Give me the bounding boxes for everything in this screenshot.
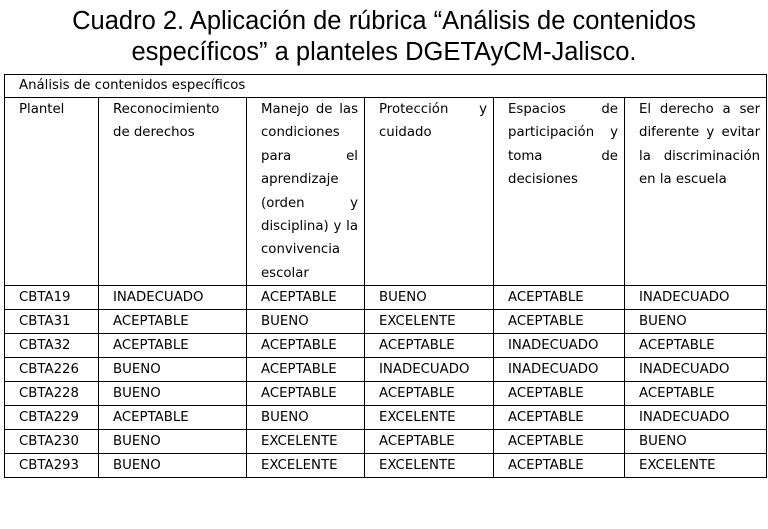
rating-cell: ACEPTABLE (99, 310, 247, 334)
rating-cell: ACEPTABLE (494, 286, 625, 310)
caption-line-2: específicos” a planteles DGETAyCM-Jalisco. (131, 38, 637, 66)
rating-cell: ACEPTABLE (365, 382, 494, 406)
rating-cell: BUENO (247, 310, 365, 334)
table-row (5, 334, 767, 358)
rating-cell: ACEPTABLE (247, 286, 365, 310)
rating-cell: EXCELENTE (365, 454, 494, 478)
rating-cell: INADECUADO (625, 286, 767, 310)
rating-cell: ACEPTABLE (99, 334, 247, 358)
table-row (5, 382, 767, 406)
table-row (5, 310, 767, 334)
rating-cell: ACEPTABLE (365, 334, 494, 358)
group-header-row (5, 75, 767, 98)
rating-cell: BUENO (99, 358, 247, 382)
rating-cell: EXCELENTE (625, 454, 767, 478)
rating-cell: ACEPTABLE (99, 406, 247, 430)
table-row (5, 430, 767, 454)
rating-cell: INADECUADO (494, 334, 625, 358)
column-header-row (5, 98, 767, 286)
plantel-cell: CBTA31 (5, 310, 99, 334)
rating-cell: INADECUADO (99, 286, 247, 310)
rating-cell: INADECUADO (365, 358, 494, 382)
rating-cell: ACEPTABLE (625, 382, 767, 406)
rating-cell: BUENO (247, 406, 365, 430)
column-header-reconocimiento: Reconocimiento de derechos (99, 98, 247, 286)
column-header-proteccion: Protección y cuidado (365, 98, 494, 286)
plantel-cell: CBTA32 (5, 334, 99, 358)
rubric-table-body (5, 75, 767, 478)
rating-cell: BUENO (625, 310, 767, 334)
plantel-cell: CBTA228 (5, 382, 99, 406)
plantel-cell: CBTA229 (5, 406, 99, 430)
plantel-cell: CBTA19 (5, 286, 99, 310)
rating-cell: ACEPTABLE (365, 430, 494, 454)
plantel-cell: CBTA293 (5, 454, 99, 478)
rating-cell: ACEPTABLE (247, 358, 365, 382)
rating-cell: ACEPTABLE (494, 454, 625, 478)
rating-cell: ACEPTABLE (494, 310, 625, 334)
column-header-plantel: Plantel (5, 98, 99, 286)
rating-cell: ACEPTABLE (247, 334, 365, 358)
rating-cell: BUENO (625, 430, 767, 454)
rating-cell: EXCELENTE (247, 430, 365, 454)
table-row (5, 454, 767, 478)
group-header-cell: Análisis de contenidos específicos (5, 75, 767, 98)
column-header-derecho-diferente: El derecho a ser diferente y evitar la discriminación en la escuela (625, 98, 767, 286)
rating-cell: ACEPTABLE (494, 406, 625, 430)
rating-cell: ACEPTABLE (247, 382, 365, 406)
caption-line-1: Cuadro 2. Aplicación de rúbrica “Análisis de contenidos (72, 7, 696, 35)
rating-cell: EXCELENTE (365, 406, 494, 430)
rubric-table (4, 74, 767, 478)
rating-cell: BUENO (99, 382, 247, 406)
rating-cell: ACEPTABLE (625, 334, 767, 358)
rating-cell: BUENO (365, 286, 494, 310)
rating-cell: ACEPTABLE (494, 430, 625, 454)
table-caption (0, 6, 768, 68)
column-header-espacios: Espacios de participación y toma de decisiones (494, 98, 625, 286)
rating-cell: INADECUADO (494, 358, 625, 382)
table-row (5, 286, 767, 310)
column-header-manejo: Manejo de las condiciones para el aprendizaje (orden y disciplina) y la convivencia escolar (247, 98, 365, 286)
rating-cell: EXCELENTE (365, 310, 494, 334)
rating-cell: ACEPTABLE (494, 382, 625, 406)
rating-cell: INADECUADO (625, 406, 767, 430)
rating-cell: BUENO (99, 454, 247, 478)
rating-cell: BUENO (99, 430, 247, 454)
table-row (5, 406, 767, 430)
rating-cell: EXCELENTE (247, 454, 365, 478)
rating-cell: INADECUADO (625, 358, 767, 382)
table-row (5, 358, 767, 382)
plantel-cell: CBTA226 (5, 358, 99, 382)
plantel-cell: CBTA230 (5, 430, 99, 454)
